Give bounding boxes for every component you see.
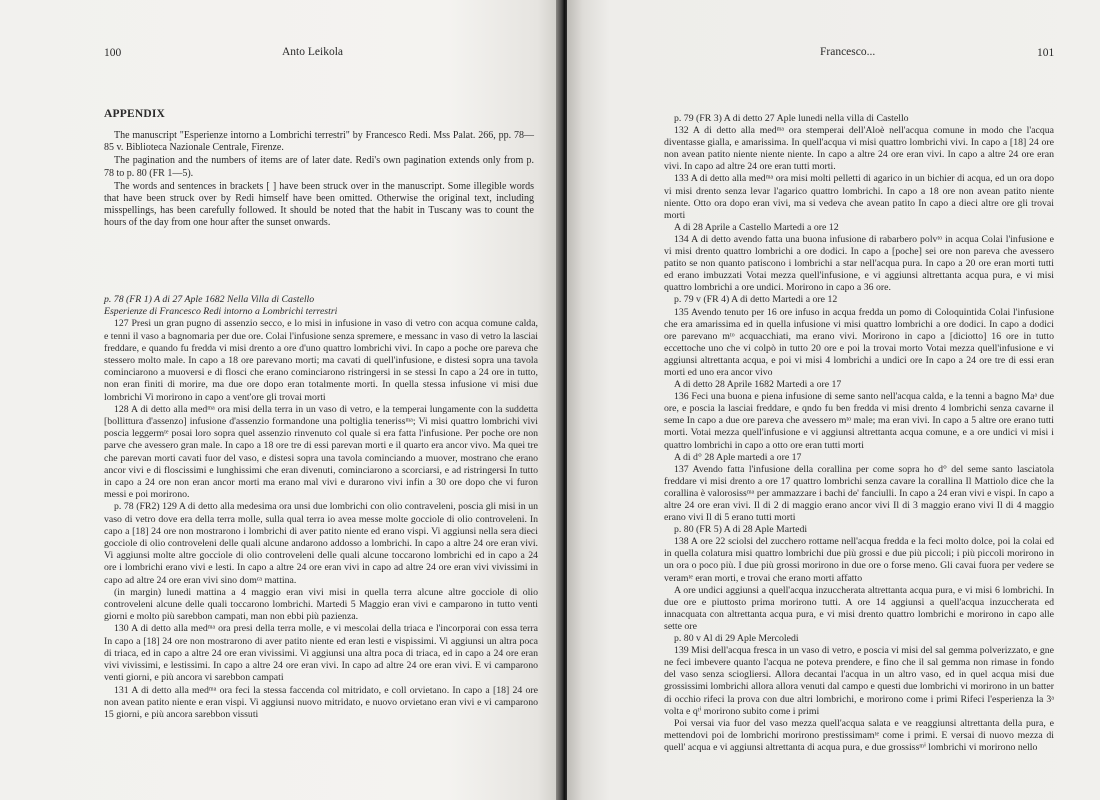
entry-paragraph: 137 Avendo fatta l'infusione della corallina per come sopra ho d° del seme santo lasciatola freddare vi misi drento a ore 17 quattro lombrichi senza cavare la corallina Il Mattiolo dice che la corallina è valorosissᵐᵃ per ammazzare i bachi de' fanciulli. In capo a 24 eran vivi e vispi. In capo a altre 24 ore eran vivi. Il di 2 di maggio erano ancor vivi Il di 3 maggio erano vivi Il di 4 maggio erano vivi Il di 5 erano tutti morti [664, 463, 1054, 524]
entry-paragraph: 133 A di detto alla medᵐᵃ ora misi molti pelletti di agarico in un bichier di acqua, ed un ora dopo vi misi drento senza levar l'agarico quattro lombrichi. In capo a 18 ore non avean patito niente niente. Otto ora dopo eran vivi, ma si vedeva che avean patito In capo a dieci altre ore gli trovai morti [664, 173, 1054, 221]
entry-header: A di 28 Aprile a Castello Martedi a ore 12 [674, 221, 839, 233]
entry-paragraph: 134 A di detto avendo fatta una buona infusione di rabarbero polvᵗᵒ in acqua Colai l'infusione e vi misi drento quattro lombrichi a ore dodici. In capo a [poche] sei ore non pareva che avessero patito se non quanto patiscono i lombrichi a star nell'acqua pura. In capo a 20 ore eran morti tutti ed erano imbuzzati Votai mezza quell'infusione, e vi aggiunsi altrettanta acqua pura, e vi misi quattro lombrichi a ore undici. Morirono in capo a 36 ore. [664, 233, 1054, 294]
entry-paragraph: 138 A ore 22 sciolsi del zucchero rottame nell'acqua fredda e la feci molto dolce, poi la colai ed in quella colatura misi quattro lombrichi due più grossi e due più piccoli; i più piccoli morirono in un ora o poco più. I due più grossi morirono in due ore o forse meno. Gli cavai fuora per vedere se veramᵗᵉ eran morti, e trovai che erano morti affatto [664, 536, 1054, 584]
entry-header: p. 79 v (FR 4) A di detto Martedi a ore 12 [674, 294, 838, 306]
entry-paragraph: A ore undici aggiunsi a quell'acqua inzuccherata altrettanta acqua pura, e vi misi 6 lombrichi. In due ore e piuttosto prima morirono tutti. A ore 14 aggiunsi a quell'acqua inzuccherata ed innacquata con altrettanta acqua pura, e vi misi drento quattro lombrichi e morirono in capo alle sette ore [664, 584, 1054, 632]
manuscript-text-right [664, 113, 1054, 754]
entry-paragraph: p. 78 (FR2) 129 A di detto alla medesima ora unsi due lombrichi con olio contraveleni, poscia gli misi in un vaso di vetro dove era della terra molle, sulla qual terra io avea messe molte gocciole di olio controveleni. In capo a [18] 24 ore non mostrarono i lombrichi di aver patito niente ed erano vispi. Vi aggiunsi nella sera dieci gocciole di olio controveleni delle quali alcune andarono addosso a lombrichi. In capo a altre 24 ore eran vivi. Vi aggiunsi molte altre gocciole di olio controveleni delle quali alcune toccarono lombrichi ed in capo a 24 ore i lombrichi erano vivi e lesti. In capo a altre 24 ore eran vivi in capo ad altre 24 ore eran vivi vivissimi in capo ad altre 24 ore eran vivi sino domᶜᵃ mattina. [104, 501, 538, 586]
entry-header: A di d° 28 Aple martedi a ore 17 [674, 451, 802, 463]
entry-header: A di detto 28 Aprile 1682 Martedi a ore 17 [674, 379, 842, 391]
manuscript-text-left [104, 294, 538, 721]
entry-paragraph: 127 Presi un gran pugno di assenzio secco, e lo misi in infusione in vaso di vetro con acqua comune calda, e tenni il vaso a bagnomaria per due ore. Colai l'infusione senza spremere, e messanc in vaso di vetro la lasciai freddare, e quando fu fredda vi misi drento a ore d'uno quattro lombrichi vivi. In capo a poche ore pareva che stessero molto male. In capo a 18 ore parevano morti; ma cavati di quell'infusione, e distesi sopra una tavola cominciarono a muoversi e di flosci che erano cominciarono ristringersi in se stessi In capo a 24 ore in tutto, non eran finiti di morire, ma due ore dopo eran totalmente morti. In quella stessa infusione vi misi due lombrichi Vi morirono in capo a vent'ore gli trovai morti [104, 318, 538, 403]
running-head-right: Francesco... [820, 46, 876, 58]
entry-paragraph: 131 A di detto alla medᵐᵃ ora feci la stessa faccenda col mitridato, e coll orvietano. In capo a [18] 24 ore non avean patito niente e eran vispi. Vi aggiunsi nuovo mitridato, e nuovo orvietano eran vivi e vi camparono 15 giorni, e più ancora sarebbon vissuti [104, 684, 538, 720]
manuscript-subtitle: Esperienze di Francesco Redi intorno a Lombrichi terrestri [104, 306, 338, 318]
entry-paragraph: 139 Misi dell'acqua fresca in un vaso di vetro, e poscia vi misi del sal gemma polverizzato, e gne ne feci imbevere quanto l'acqua ne poteva prendere, e fino che il sal gemma non rimase in fondo del vaso senza sciogliersi. Allora decantai l'acqua in un altro vaso, ed in quel acqua misi due grossissimi lombrichi allora allora venuti dal campo e questi due lombrichi vi morirono in un batter di occhio rifeci la prova con due altri lombrichi, e morirono come i primi Rifeci l'esperienza la 3ᵃ volta e qᵗⁱ morirono subito come i primi [664, 645, 1054, 717]
entry-paragraph: 128 A di detto alla medᵐᵃ ora misi della terra in un vaso di vetro, e la temperai lungamente con la suddetta [bollittura d'assenzo] infusione d'assenzio formandone una poltiglia tenerissᵐᵃ; Vi misi quattro lombrichi vivi poscia leggermᵗᵉ posai loro sopra quel assenzio rinvenuto col quale si era fatta l'infusione. Per poche ore non parve che avessero gran male. In capo a 18 ore tre di essi parevan morti e il quarto era ancor vivo. Ma quei tre che parevan morti cavati fuor del vaso, e distesi sopra una tavola cominciando a muover, mostrano che erano ancor vivi e di floscissimi e lunghissimi che eran divenuti, cominciarono a scorciarsi, e ad ristringersi In tutto in capo a 24 ore non eran ancor morti ma erano mal vivi e durarono vivi infin a 30 ore dopo che vi furon messi e poi morirono. [104, 403, 538, 501]
entry-paragraph: 136 Feci una buona e piena infusione di seme santo nell'acqua calda, e la tenni a bagno Maᵃ due ore, e poscia la lasciai freddare, e qndo fu ben fredda vi misi drento 4 lombrichi senza cavarne il seme In capo a due ore pareva che avessero mᵗᵒ male; ma eran vivi. In capo a 5 altre ore erano tutti morti. Votai mezza quell'infusione e vi aggiunsi altrettanta acqua comune, e a ore undici vi misi i quattro lombrichi in capo a otto ore eran tutti morti [664, 391, 1054, 451]
appendix-title: APPENDIX [104, 108, 166, 120]
entry-header: p. 79 (FR 3) A di detto 27 Aple lunedi nella villa di Castello [674, 113, 909, 124]
entry-paragraph: Poi versai via fuor del vaso mezza quell'acqua salata e ve reaggiunsi altrettanta della pura, e mettendovi poi de lombrichi morirono prestissimamᵗᵉ come i primi. E versai di nuovo mezza di quell' acqua e vi aggiunsi altrettanta di acqua pura, e due grossissᵐⁱ lombrichi vi morirono nello [664, 717, 1054, 753]
entry-paragraph: 132 A di detto alla medᵐᵃ ora stemperai dell'Aloè nell'acqua comune in modo che l'acqua diventasse gialla, e amarissima. In quell'acqua vi misi quattro lombrichi vivi. In capo a [18] 24 ore non avean patito niente niente niente. In capo a altre 24 ore eran vivi. In capo a altre 24 ore eran vivi. In capo ad altre 24 ore eran tutti morti. [664, 125, 1054, 173]
page-number-left: 100 [104, 47, 122, 59]
appendix-intro [104, 130, 534, 231]
page-number-right: 101 [1037, 47, 1055, 59]
entry-paragraph: 135 Avendo tenuto per 16 ore infuso in acqua fredda un pomo di Coloquintida Colai l'infusione che era amarissima ed in quella infusione vi misi quattro lombrichi a ore dodici. In capo a dodici ore parevano mᵗᵒ acquacchiati, ma erano vivi. Morirono in capo a [diciotto] 16 ore in tutto eccettoche uno che vi colpò in tutto 20 ore e poi la trovai morto Votai mezza quell'infusione e vi aggiunsi altrettanta acqua, e poi vi misi 4 lombrichi a undici ore In capo a 24 ore tre di essi eran morti ed uno era ancor vivo [664, 306, 1054, 378]
entry-header: p. 80 (FR 5) A di 28 Aple Martedi [674, 524, 808, 536]
intro-paragraph: The words and sentences in brackets [ ] have been struck over in the manuscript. Some illegible words that have been struck over by Redi himself have been omitted. Otherwise the original text, including misspellings, has been carefully followed. It should be noted that the habit in Tuscany was to count the hours of the day from one hour after the sunset onwards. [104, 180, 534, 229]
intro-paragraph: The pagination and the numbers of items are of later date. Redi's own pagination extends only from p. 78 to p. 80 (FR 1—5). [104, 155, 534, 179]
entry-paragraph: (in margin) lunedi mattina a 4 maggio eran vivi misi in quella terra alcune altre gocciole di olio controveleni alcune delle quali toccarono lombrichi. Martedi 5 Maggio eran vivi e camparono in tutto venti giorni e molto più sarebbon campati, man non ebbi più pazienza. [104, 586, 538, 623]
intro-paragraph: The manuscript "Esperienze intorno a Lombrichi terrestri" by Francesco Redi. Mss Palat. 266, pp. 78—85 v. Biblioteca Nazionale Centrale, Firenze. [104, 130, 534, 154]
entry-paragraph: 130 A di detto alla medᵐᵃ ora presi della terra molle, e vi mescolai della triaca e l'incorporai con essa terra In capo a [18] 24 ore non mostrarono di aver patito niente ed eran lesti e vispissimi. Vi aggiunsi un altra poca di triaca, ed in capo a altre 24 ore eran vivissimi. Vi aggiunsi una altra poca di triaca, ed in capo a 24 ore eran vivi vivissimi, e lestissimi. In capo a altre 24 ore eran vivi. In capo ad altre 24 ore eran vivi. E vi camparono venti giorni, e più ancora vi sarebbon campati [104, 623, 538, 684]
entry-header: p. 80 v Al di 29 Aple Mercoledi [674, 633, 799, 645]
running-head-left: Anto Leikola [282, 46, 343, 58]
entry-header: p. 78 (FR 1) A di 27 Aple 1682 Nella Villa di Castello [104, 294, 315, 305]
right-page [567, 0, 1100, 800]
